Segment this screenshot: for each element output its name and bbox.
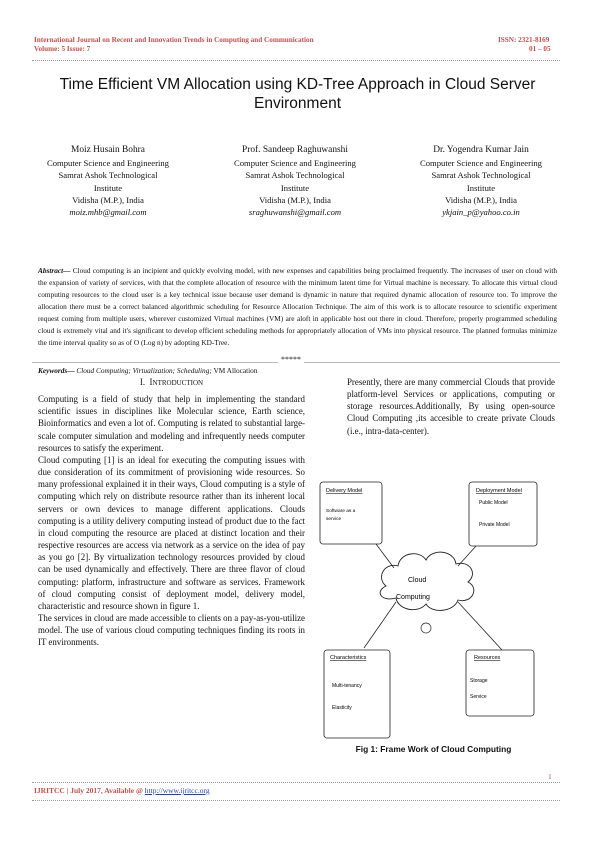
paragraph: Computing is a field of study that help in implementing the standard scientific issues in disciplines like Molecular science, Earth science, Bioinformatics and even a lot of. Computing is related to substantial large-scale computer simulation and modeling and infrequently needs computer resources to satisfy the experiment. [38, 394, 305, 453]
abstract-label: Abstract [38, 266, 64, 275]
section-number: I. [139, 377, 146, 387]
footer-divider-top [32, 782, 560, 783]
author-dept: Computer Science and Engineering [234, 158, 356, 169]
abstract: Abstract— Cloud computing is an incipient and quickly evolving model, with new expenses and capabilities being proclaimed frequently. The increases of user on cloud with the expansion of variety of services, with that the complete allocation of resource with the minimum latent time for Virtual machine is necessary. To allocate this virtual cloud computing resources to the cloud user is a key technical issue because user demand is dynamic in nature that required dynamic allocation of resource too. To improve the allocation there must be a correct balanced algorithmic scheduling for Resource Allocation Technique. The aim of this work is to allocate resource to scientific experiment request coming from multiple users, wherever customized Virtual machines (VM) are aloft in applicable host out there in cloud. Therefore, properly programmed scheduling cloud is extremely vital and it's significant to develop efficient scheduling methods for appropriately allocation of VMs into physical resource. The planned formulas minimize the time interval quality so as of O (Log n) by adopting KD-Tree. [38, 266, 557, 347]
author-dept: Computer Science and Engineering [420, 158, 542, 169]
keywords-text: Cloud Computing; Virtualization; Scheduling; [76, 366, 212, 375]
author-inst-2: Institute [280, 182, 310, 193]
cloud-framework-figure [316, 478, 541, 740]
author-name: Dr. Yogendra Kumar Jain [433, 145, 529, 155]
author-inst: Samrat Ashok Technological [431, 170, 531, 181]
cloud-label: Cloud [408, 577, 427, 584]
header-divider [32, 60, 560, 61]
author-email[interactable]: sraghuwanshi@gmail.com [248, 207, 342, 218]
section-title-initial: I [149, 377, 153, 387]
separator-stars: ***** [278, 355, 304, 364]
paper-title [40, 75, 555, 113]
author-name: Moiz Husain Bohra [71, 145, 145, 155]
paragraph: Cloud computing [1] is an ideal for executing the computing issues with due consideration of its commitment of provisioning wide resources. So many professional explained it in their ways, Cloud computing is a style of computing which rely on distribute resource rather than its inherent local servers or own devices to manage different applications. Clouds computing is a utility delivery computing instead of product due to the fact in cloud computing the resource are placed at distinct location and their respective resources are access via network as a service on the idea of pay as you go [2]. By virtualization technology resources provided by cloud can be used dynamically and effectively. There are three flavor of cloud computing: platform, infrastructure and software as services. Framework of cloud computing consist of deployment model, delivery model, characteristic and resource shown in figure 1. [38, 454, 305, 611]
journal-name: International Journal on Recent and Innovation Trends in Computing and Communication [34, 36, 314, 44]
page-range: 01 – 05 [529, 45, 551, 53]
characteristics-box [324, 650, 390, 738]
author-inst: Samrat Ashok Technological [58, 170, 158, 181]
title-line-1: Time Efficient VM Allocation using KD-Tree Approach in Cloud Server [59, 76, 536, 93]
footer-divider-bottom [32, 800, 560, 801]
title-line-2: Environment [253, 95, 341, 112]
author-name: Prof. Sandeep Raghuwanshi [242, 145, 348, 155]
paragraph: The services in cloud are made accessible to clients on a pay-as-you-utilize model. The use of various cloud computing techniques finding its roots in IT environments. [38, 612, 305, 648]
resources-title: Resources [474, 655, 501, 661]
author-email[interactable]: ykjain_p@yahoo.co.in [442, 207, 520, 218]
keywords-label: Keywords [38, 366, 68, 375]
keywords-tail: VM Allocation [213, 366, 258, 375]
cloud-shape [380, 552, 474, 610]
delivery-item: service [326, 517, 342, 522]
author-block-2 [210, 144, 380, 218]
left-column [38, 376, 305, 648]
delivery-model-title: Delivery Model [326, 488, 363, 494]
characteristics-title: Characteristics [330, 655, 367, 661]
journal-link[interactable]: http://www.ijritcc.org [144, 786, 210, 795]
author-city: Vidisha (M.P.), India [72, 194, 144, 205]
author-inst-2: Institute [466, 182, 496, 193]
cloud-computing-label: Computing [396, 594, 430, 601]
network-node [421, 623, 431, 633]
footer [34, 786, 210, 795]
author-city: Vidisha (M.P.), India [259, 194, 331, 205]
issn: ISSN: 2321-8169 [498, 36, 550, 44]
deployment-item: Public Model [479, 500, 508, 506]
author-city: Vidisha (M.P.), India [445, 194, 517, 205]
abstract-text: Cloud computing is an incipient and quickly evolving model, with new expenses and capabilities being proclaimed frequently. The increases of user on cloud with the expansion of variety of services, with that the complete allocation of resource with the minimum latent time for Virtual machine is necessary. To allocate this virtual cloud computing resources to the cloud user is a key technical issue because user demand is dynamic in nature that required dynamic allocation of resource too. To improve the allocation there must be a correct balanced algorithmic scheduling for Resource Allocation Technique. The aim of this work is to allocate resource to scientific experiment request coming from multiple users, wherever customized Virtual machines (VM) are aloft in applicable host out there in cloud. Therefore, properly programmed scheduling cloud is extremely vital and it's significant to develop efficient scheduling methods for appropriately allocation of VMs into physical resource. The planned formulas minimize the time interval quality so as of O (Log n) by adopting KD-Tree. [38, 266, 557, 347]
figure-caption: Fig 1: Frame Work of Cloud Computing [355, 744, 512, 754]
author-email[interactable]: moiz.mhb@gmail.com [69, 207, 147, 218]
author-block-1 [23, 144, 193, 218]
deployment-item: Private Model [479, 522, 510, 528]
right-column [347, 376, 555, 437]
author-inst-2: Institute [93, 182, 123, 193]
resources-item: Service [470, 694, 487, 700]
delivery-item: Software as a [326, 509, 356, 514]
keywords: Keywords— Cloud Computing; Virtualization; Scheduling; VM Allocation [38, 366, 258, 375]
section-heading [38, 376, 305, 389]
characteristics-item: Elasticity [332, 705, 352, 711]
deployment-model-title: Deployment Model [476, 488, 522, 494]
paragraph: Presently, there are many commercial Clouds that provide platform-level Services or applications, computing or storage resources.Additionally, By using open-source Cloud Computing ,its accesible to create private Clouds (i.e., intra-data-center). [347, 377, 555, 436]
author-dept: Computer Science and Engineering [47, 158, 169, 169]
author-block-3 [396, 144, 566, 218]
characteristics-item: Multi-tenancy [332, 683, 362, 689]
author-inst: Samrat Ashok Technological [245, 170, 345, 181]
page-number: 1 [548, 772, 552, 781]
section-title-rest: NTRODUCTION [152, 379, 204, 387]
resources-item: Storage [470, 678, 488, 684]
volume-issue: Volume: 5 Issue: 7 [34, 45, 91, 53]
footer-text: IJRITCC | July 2017, Available @ [34, 786, 143, 795]
